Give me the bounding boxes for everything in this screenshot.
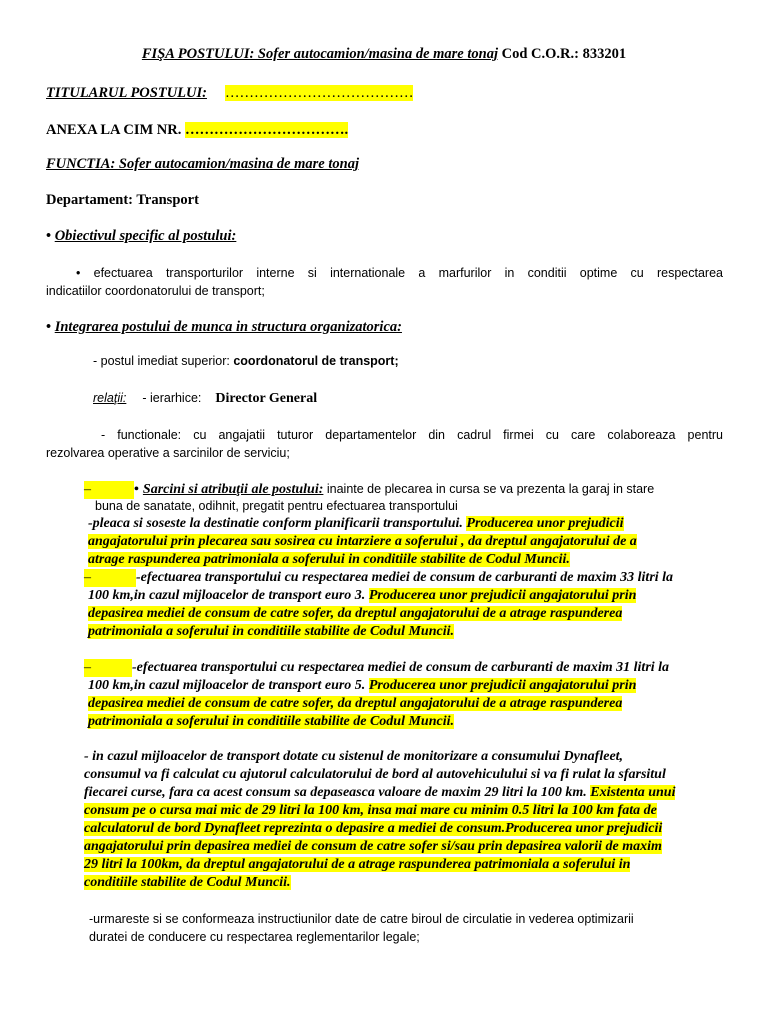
bullet-icon: • [134,482,139,497]
anexa-line [46,121,348,139]
p3-text-2a: 100 km,in cazul mijloacelor de transport euro 5. [88,678,369,693]
p2-text-2a: 100 km,in cazul mijloacelor de transport euro 3. [88,588,369,603]
titular-line [46,84,413,102]
p2-line-4 [88,623,454,641]
obiectiv-line-1: • efectuarea transporturilor interne si internationale a marfurilor in conditii optime cu respectarea [76,266,723,280]
p3-text-4: patrimoniala a soferului in conditiile stabilite de Codul Muncii. [88,714,454,729]
p4-text-7: 29 litri la 100km, da dreptul angajatorului de a atrage raspunderea patrimoniala a soferului in [84,857,631,872]
p5-line-2: duratei de conducere cu respectarea reglementarilor legale; [89,930,420,944]
functia-heading: FUNCTIA: Sofer autocamion/masina de mare tonaj [46,156,359,172]
obiectiv-heading: Obiectivul specific al postului: [54,228,237,244]
sarcini-heading: Sarcini si atribuţii ale postului: [142,482,324,497]
p1-text-2: angajatorului prin plecarea sau sosirea cu intarziere a soferului , da dreptul angajatorului de a [88,534,637,549]
p1-line-1 [88,515,624,533]
p4-line-7 [84,856,630,874]
sarcini-intro-2: buna de sanatate, odihnit, pregatit pentru efectuarea transportului [95,499,458,513]
p4-line-1: - in cazul mijloacelor de transport dotate cu sistenul de monitorizare a consumului Dynafleet, [84,749,624,764]
p1-text-1a: -pleaca si soseste la destinatie conform planificarii transportului. [88,516,467,531]
departament-line: Departament: Transport [46,192,199,208]
anexa-label: ANEXA LA CIM NR. [46,122,185,138]
superior-label: - postul imediat superior: [93,354,234,368]
titular-label: TITULARUL POSTULUI: [46,85,207,101]
p2-line-2 [88,587,636,605]
p4-line-5 [84,820,662,838]
relatii-value: Director General [215,391,318,406]
p3-text-2b: Producerea unor prejudicii angajatorului prin [368,678,637,693]
dash-marker: – [84,481,134,499]
dash-marker: – [84,659,132,677]
relatii-line [93,389,317,408]
obiectiv-line-2: indicatiilor coordonatorului de transport; [46,284,265,298]
p1-text-1b: Producerea unor prejudicii [466,516,624,531]
title-main: FIŞA POSTULUI: Sofer autocamion/masina de mare tonaj [141,46,498,62]
p2-line-1 [84,569,673,587]
p2-text-2b: Producerea unor prejudicii angajatorului prin [368,588,637,603]
p4-text-5: calculatorul de bord Dynafleet reprezinta o depasire a mediei de consum.Producerea unor prejudicii [84,821,663,836]
p4-text-3a: fiecarei curse, fara ca acest consum sa depaseasca valoare de maxim 29 litri la 100 km. [84,785,591,800]
p4-text-4: consum pe o cursa mai mic de 29 litri la 100 km, insa mai mare cu minim 0.5 litri la 100 km fata de [84,803,657,818]
p4-line-6 [84,838,662,856]
functionale-line-1: - functionale: cu angajatii tuturor departamentelor din cadrul firmei cu care colaboreaza pentru [101,428,723,442]
superior-line [93,352,399,370]
p4-line-8 [84,874,291,892]
bullet-icon: • [46,319,52,335]
document-title [0,45,768,63]
integrare-heading: Integrarea postului de munca in structura organizatorica: [54,319,402,335]
superior-value: coordonatorul de transport; [233,354,399,368]
p3-text-3: depasirea mediei de consum de catre sofer, da dreptul angajatorului de a atrage raspunderea [88,696,623,711]
p3-line-4 [88,713,454,731]
relatii-label: relaţii: [93,391,127,405]
bullet-icon: • [46,228,52,244]
p4-line-4 [84,802,657,820]
p4-line-3 [84,784,675,802]
p4-line-2: consumul va fi calculat cu ajutorul calculatorului de bord al autovehiculului si va fi rulat la sfarsitul [84,767,666,782]
p2-text-1: -efectuarea transportului cu respectarea mediei de consum de carburanti de maxim 33 litri la [136,570,674,585]
p5-line-1: -urmareste si se conformeaza instructiunilor date de catre biroul de circulatie in vederea optimizarii [89,912,634,926]
sarcini-intro-1: inainte de plecarea in cursa se va prezenta la garaj in stare [323,482,655,496]
obiectiv-heading-line [46,227,236,245]
p3-line-3 [88,695,622,713]
p3-text-1: -efectuarea transportului cu respectarea mediei de consum de carburanti de maxim 31 litri la [132,660,670,675]
p3-line-2 [88,677,636,695]
p3-line-1 [84,659,669,677]
functionale-line-2: rezolvarea operative a sarcinilor de serviciu; [46,446,290,460]
p1-line-3 [88,551,570,569]
p2-text-3: depasirea mediei de consum de catre sofer, da dreptul angajatorului de a atrage raspunderea [88,606,623,621]
p4-text-8: conditiile stabilite de Codul Muncii. [84,875,291,890]
anexa-dots: ……………………………. [184,122,349,138]
title-cod: Cod C.O.R.: 833201 [498,46,627,62]
p4-text-6: angajatorului prin depasirea mediei de consum de catre sofer si/sau prin depasirea valorii de maxim [84,839,662,854]
p1-text-3: atrage raspunderea patrimoniala a soferului in conditiile stabilite de Codul Muncii. [88,552,570,567]
p4-text-3b: Existenta unui [590,785,676,800]
dash-marker: – [84,569,136,587]
integrare-heading-line [46,318,402,336]
relatii-type: - ierarhice: [142,391,202,405]
p2-text-4: patrimoniala a soferului in conditiile stabilite de Codul Muncii. [88,624,454,639]
p1-line-2 [88,533,637,551]
titular-dots: ………………………………… [224,85,414,101]
p2-line-3 [88,605,622,623]
